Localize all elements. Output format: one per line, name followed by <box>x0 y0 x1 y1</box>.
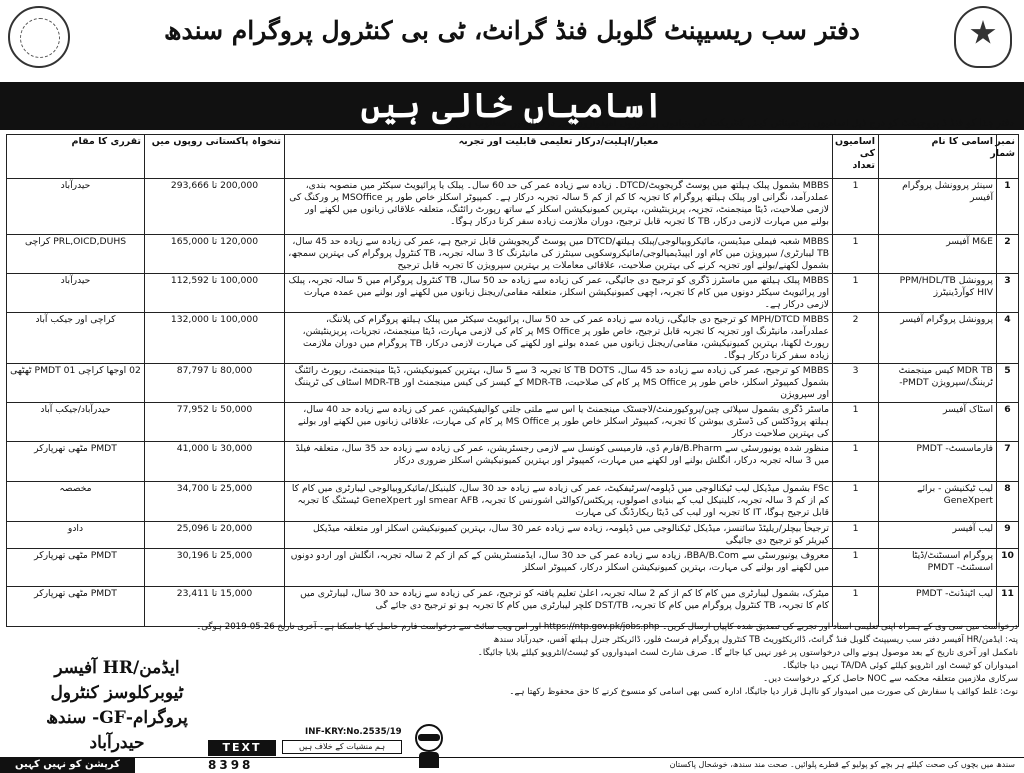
footer-note: سندھ میں بچوں کی صحت کیلئے ہر بچے کو پولیو کے قطرے پلوائیں۔ صحت مند سندھ، خوشحال پاکستان <box>669 760 1015 769</box>
row-num: 2 <box>997 235 1019 274</box>
table-row <box>7 442 1019 482</box>
vacancies-banner: اسامیاں خالی ہیں <box>0 82 1024 130</box>
slogan-box: ہم منشیات کے خلاف ہیں <box>282 740 402 754</box>
text-sms-logo: TEXT <box>208 740 276 756</box>
table-row <box>7 549 1019 587</box>
note-item: نوٹ: غلط کوائف یا سفارش کی صورت میں امیدوار کو نااہل قرار دیا جائیگا، ادارہ کسی بھی اسامی کو منسوخ کرنے کا حق محفوظ رکھتا ہے۔ <box>509 687 1018 698</box>
note-item: درخواست میں سی وی کے ہمراہ اپنی تعلیمی اسناد اور تجربے کی تصدیق شدہ کاپیاں ارسال کریں۔ https://ntp.gov.pk/jobs.php اور اس ویب سائٹ سے درخواست فارم حاصل کیا جاسکتا ہے۔ آخری تاریخ 26-05-2019 ہوگی۔ <box>196 622 1018 632</box>
note-item: نامکمل اور آخری تاریخ کے بعد موصول ہونے والی درخواستوں پر غور نہیں کیا جائے گا۔ صرف شارٹ لسٹ امیدواروں کو ٹیسٹ/انٹرویو کیلئے بلایا جائیگا۔ <box>477 648 1018 659</box>
row-criteria: MBBS پبلک ہیلتھ میں ماسٹرز ڈگری کو ترجیح دی جائیگی، عمر کی زیادہ سے زیادہ حد 50 سال، TB کنٹرول پروگرام میں 5 سالہ تجربہ، پبلک اور پرائیویٹ سیکٹر دونوں میں کام کا تجربہ، اچھی کمیونیکیشن اسکلز، متعلقہ مقامی/ریجنل زبانوں میں لکھنے اور بولنے میں عمدہ مہارت لازمی درکار ہے۔ <box>285 274 833 313</box>
row-post: سینئر پروونشل پروگرام آفیسر <box>879 179 997 235</box>
row-num: 7 <box>997 442 1019 482</box>
row-post: پروونشل PPM/HDL/TB HIV کوآرڈینیٹرز <box>879 274 997 313</box>
note-item: سرکاری ملازمین متعلقہ محکمہ سے NOC حاصل کرکے درخواست دیں۔ <box>763 674 1018 685</box>
row-criteria: MBBS بشمول پبلک ہیلتھ میں پوسٹ گریجویٹ/DTCD۔ زیادہ سے زیادہ عمر کی حد 60 سال۔ پبلک یا پرائیویٹ سیکٹر میں منصوبہ بندی، عملدرآمد، نگرانی اور پبلک ہیلتھ پروگرام کا تجزیہ کا کم از کم 5 سالہ تجربہ درکار ہے۔ کمپیوٹر اسکلز خاص طور پر MSOffice پر ورکنگ کی لازمی صلاحیت، ڈیٹا مینجمنٹ، تجزیہ، پریزینٹیشن، بہترین کمیونیکیشن اسکلز کے ساتھ رپورٹ رائٹنگ، متعلقہ علاقائی زبانوں میں لکھنے اور بولنے میں مہارت لازمی درکار، TB کا تجربہ قابل ترجیح، دوران ملازمت زیادہ سفر کرنا درکار ہوگا۔ <box>285 179 833 235</box>
row-num: 1 <box>997 179 1019 235</box>
table-row <box>7 364 1019 403</box>
row-num: 5 <box>997 364 1019 403</box>
table-row <box>7 274 1019 313</box>
row-criteria: MBBS شعبہ فیملی میڈیسن، مائیکروبیالوجی/پبلک ہیلتھ/DTCD میں پوسٹ گریجویشن قابل ترجیح ہے، عمر کی زیادہ سے زیادہ حد 45 سال، TB لیبارٹری/ سپرویژن میں کام اور ایپیڈیمیالوجی/مائیکروسکوپی سینٹرز کی مانیٹرنگ کا 3 سالہ تجربہ، TB کنٹرول پروگرام کی بہترین سمجھ، بشمول لکھنے/بولنے اور تجزیہ کرنے کی بہترین صلاحیت، علاقائی معاملات پر بہترین سپرویژن کا تجربہ قابل ترجیح <box>285 235 833 274</box>
row-count: 1 <box>833 442 879 482</box>
row-salary: 20,000 تا 25,096 <box>145 522 285 549</box>
table-row <box>7 482 1019 522</box>
row-count: 1 <box>833 235 879 274</box>
row-salary: 80,000 تا 87,797 <box>145 364 285 403</box>
header-criteria: معیار/اہلیت/درکار تعلیمی قابلیت اور تجربہ <box>285 135 833 179</box>
row-count: 1 <box>833 403 879 442</box>
row-salary: 100,000 تا 132,000 <box>145 313 285 364</box>
reference-number: INF-KRY:No.2535/19 <box>305 727 402 737</box>
row-count: 1 <box>833 179 879 235</box>
row-criteria: MPH/DTCD MBBS کو ترجیح دی جائیگی، زیادہ سے زیادہ عمر کی حد 50 سال، پرائیویٹ سیکٹر میں پبلک ہیلتھ پروگرام کی پلاننگ، عملدرآمد، مانیٹرنگ اور تجزیہ کا تجربہ قابل ترجیح، خاص طور پر MS Office پر کام کی لازمی مہارت، ڈیٹا مینجمنٹ، تجزیات، پریزینٹیشن، رپورٹ لکھنا، بہترین کمیونیکیشن، مقامی/ریجنل زبانوں میں عمدہ بولنے اور لکھنے کی مہارت لازمی درکار، TB پروگرام میں دوران ملازمت زیادہ سفر کرنا درکار ہوگا۔ <box>285 313 833 364</box>
table-row <box>7 235 1019 274</box>
table-header-row <box>7 135 1019 179</box>
sms-number: 8398 <box>208 758 254 772</box>
row-num: 8 <box>997 482 1019 522</box>
row-post: اسٹاک آفیسر <box>879 403 997 442</box>
row-salary: 15,000 تا 23,411 <box>145 587 285 627</box>
row-salary: 25,000 تا 34,700 <box>145 482 285 522</box>
row-location: PRL,OICD,DUHS کراچی <box>7 235 145 274</box>
row-num: 11 <box>997 587 1019 627</box>
table-row <box>7 403 1019 442</box>
row-salary: 200,000 تا 293,666 <box>145 179 285 235</box>
row-salary: 25,000 تا 30,196 <box>145 549 285 587</box>
row-location: حیدرآباد <box>7 179 145 235</box>
row-location: کراچی اور جیکب آباد <box>7 313 145 364</box>
signature-title: ایڈمن/HR آفیسر <box>54 658 180 678</box>
table-row <box>7 179 1019 235</box>
row-num: 6 <box>997 403 1019 442</box>
row-post: پروگرام اسسٹنٹ/ڈیٹا اسسٹنٹ- PMDT <box>879 549 997 587</box>
row-num: 10 <box>997 549 1019 587</box>
row-count: 1 <box>833 549 879 587</box>
row-post: M&E آفیسر <box>879 235 997 274</box>
row-salary: 100,000 تا 112,592 <box>145 274 285 313</box>
table-row <box>7 522 1019 549</box>
row-salary: 50,000 تا 77,952 <box>145 403 285 442</box>
row-criteria: MBBS کو ترجیح، عمر کی زیادہ سے زیادہ حد 45 سال، TB DOTS کا تجربہ 3 سے 5 سال، بہترین کمیونیکیشن، ڈیٹا مینجمنٹ، رپورٹ رائٹنگ بشمول کمپیوٹر اسکلز، خاص طور پر MS Office پر کام کی صلاحیت، MDR-TB کے کیسز کی کیس مینجمنٹ اور MDR-TB اسٹاف کی ٹریننگ اور سپرویژن <box>285 364 833 403</box>
sindh-emblem-icon <box>954 6 1012 68</box>
row-count: 1 <box>833 482 879 522</box>
row-num: 9 <box>997 522 1019 549</box>
row-location: حیدرآباد <box>7 274 145 313</box>
row-num: 4 <box>997 313 1019 364</box>
row-criteria: ماسٹر ڈگری بشمول سپلائی چین/پروکیورمنٹ/لاجسٹک مینجمنٹ یا اس سے ملتی جلتی کوالیفیکیشن، عمر کی زیادہ سے زیادہ حد 40 سال، ہیلتھ پروڈکٹس کی ڈسٹری بیوشن کا تجربہ، کمپیوٹر اسکلز خاص طور پر MS Office پر کام کی مہارت، علاقائی زبانوں میں لکھنے اور بولنے کی بہترین صلاحیت درکار <box>285 403 833 442</box>
row-location: مخصصہ <box>7 482 145 522</box>
together-logo-icon <box>8 6 70 68</box>
row-count: 1 <box>833 587 879 627</box>
row-criteria: FSc بشمول میڈیکل لیب ٹیکنالوجی میں ڈپلومہ/سرٹیفکیٹ، عمر کی زیادہ سے زیادہ حد 30 سال، کلینیکل/مائیکروبیالوجی لیبارٹری میں کام کا کم از کم 3 سالہ تجربہ، کلینیکل لیب کے بنیادی اصولوں، پریکٹس/کوالٹی اشورنس کا تجربہ، smear AFB اور GeneXpert ٹیسٹنگ کا تجربہ قابل ترجیح ہوگا، IT کا تجربہ اور لیب کی ڈیٹا ریکارڈنگ کی مہارت <box>285 482 833 522</box>
page-title: دفتر سب ریسیپنٹ گلوبل فنڈ گرانٹ، ٹی بی کنٹرول پروگرام سندھ <box>164 16 860 45</box>
row-post: لیب اٹینڈنٹ- PMDT <box>879 587 997 627</box>
row-count: 2 <box>833 313 879 364</box>
anti-corruption-slogan: کرپشن کو نہیں کہیں <box>0 757 135 773</box>
row-criteria: میٹرک، بشمول لیبارٹری میں کام کا کم از کم 2 سالہ تجربہ، اعلیٰ تعلیم یافتہ کو ترجیح، عمر کی زیادہ سے زیادہ حد 30 سال، لیبارٹری میں کام کا تجربہ، TB کنٹرول پروگرام میں کام کا تجربہ، DST/TB کلچر لیبارٹری میں کام کا تجربہ ہو تو ترجیح دی جائے گی <box>285 587 833 627</box>
row-post: MDR TB کیس مینجمنٹ ٹریننگ/سپرویژن PMDT- <box>879 364 997 403</box>
row-location: 02 اوجھا کراچی 01 PMDT ٹھٹھی <box>7 364 145 403</box>
row-criteria: ترجیحاً بیچلر/ریلیٹڈ سائنسز، میڈیکل ٹیکنالوجی میں ڈپلومہ، زیادہ سے زیادہ عمر 30 سال، بہترین کمیونیکیشن اسکلز اور متعلقہ میڈیکل کیریئر کو ترجیح دی جائیگی <box>285 522 833 549</box>
header-num: نمبر شمار <box>997 135 1019 179</box>
row-criteria: منظور شدہ یونیورسٹی سے B.Pharm/فارم ڈی، فارمیسی کونسل سے لازمی رجسٹریشن، عمر کی زیادہ سے زیادہ حد 35 سال، متعلقہ فیلڈ میں 3 سالہ تجربہ درکار، انگلش بولنے اور لکھنے میں مہارت، کمپیوٹر اور بہترین کمیونیکیشن اسکلز ضروری درکار <box>285 442 833 482</box>
header-salary: تنخواہ پاکستانی روپوں میں <box>145 135 285 179</box>
row-salary: 30,000 تا 41,000 <box>145 442 285 482</box>
row-criteria: معروف یونیورسٹی سے BBA/B.Com، زیادہ سے زیادہ عمر کی حد 30 سال، ایڈمنسٹریشن کے کم از کم 2 سالہ تجربہ، انگلش اور اردو دونوں میں لکھنے اور بولنے کی مہارت، بہترین کمیونیکیشن اسکلز درکار، کمپیوٹر اسکلز <box>285 549 833 587</box>
note-item: پتہ: ایڈمن/HR آفیسر دفتر سب ریسیپنٹ گلوبل فنڈ گرانٹ، ڈائریکٹوریٹ TB کنٹرول پروگرام فرسٹ فلور، ڈائریکٹر جنرل ہیلتھ آفس، حیدرآباد سندھ <box>493 635 1018 646</box>
row-location: PMDT مٹھی تھرپارکر <box>7 587 145 627</box>
note-item: امیدواران کو ٹیسٹ اور انٹرویو کیلئے کوئی TA/DA نہیں دیا جائیگا۔ <box>782 661 1018 672</box>
row-location: PMDT مٹھی تھرپارکر <box>7 549 145 587</box>
row-num: 3 <box>997 274 1019 313</box>
row-count: 1 <box>833 274 879 313</box>
row-location: PMDT مٹھی تھرپارکر <box>7 442 145 482</box>
row-salary: 120,000 تا 165,000 <box>145 235 285 274</box>
header-location: تقرری کا مقام <box>7 135 145 179</box>
row-post: پروونشل پروگرام آفیسر <box>879 313 997 364</box>
header-count: اسامیوں کی تعداد <box>833 135 879 179</box>
row-location: حیدرآباد/جیکب آباد <box>7 403 145 442</box>
row-post: لیب آفیسر <box>879 522 997 549</box>
table-row <box>7 313 1019 364</box>
header-post: اسامی کا نام <box>879 135 997 179</box>
row-post: لیب ٹیکنیشن - برائے GeneXpert <box>879 482 997 522</box>
signature-city: حیدرآباد <box>89 733 145 753</box>
signature-org: ٹیوبرکلوسز کنٹرول پروگرام-GF- سندھ <box>46 683 188 728</box>
row-count: 3 <box>833 364 879 403</box>
row-post: فارماسسٹ- PMDT <box>879 442 997 482</box>
row-count: 1 <box>833 522 879 549</box>
vacancies-table <box>6 134 1019 627</box>
signature-block <box>22 656 212 756</box>
notes <box>196 621 1018 700</box>
header <box>0 0 1024 80</box>
intro-text: دفتر ہٰذا کو فنڈ ڈ پروجیکٹ کو درج ذیل اسامیوں پر تعیناتی کیلئے کنٹریکٹ کی بنیادوں پر موزوں امیدواروں سے درخواستیں مطلوب ہیں۔ <box>449 118 1014 129</box>
row-location: دادو <box>7 522 145 549</box>
